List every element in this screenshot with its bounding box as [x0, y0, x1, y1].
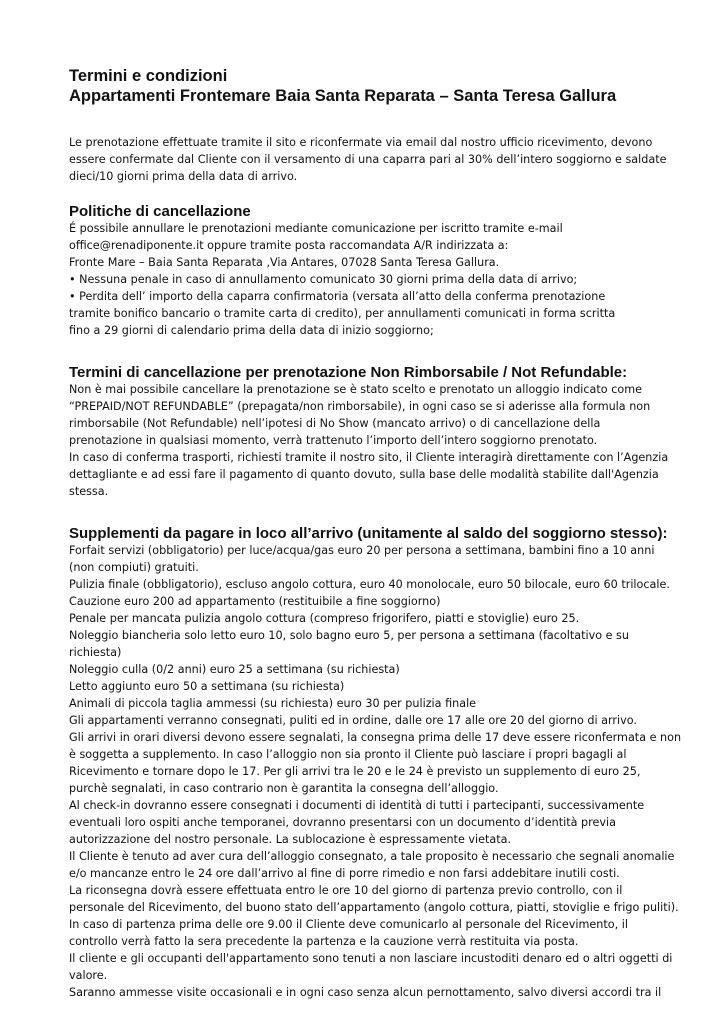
paragraph-line: Al check-in dovranno essere consegnati i documenti di identità di tutti i partecipanti, successivamente: [69, 799, 645, 812]
paragraph-line: É possibile annullare le prenotazioni mediante comunicazione per iscritto tramite e-mail: [69, 222, 563, 235]
paragraph-line: • Nessuna penale in caso di annullamento comunicato 30 giorni prima della data di arrivo;: [69, 273, 578, 286]
paragraph-line: controllo verrà fatto la sera precedente la partenza e la cauzione verrà restituita via posta.: [69, 935, 579, 948]
paragraph-line: “PREPAID/NOT REFUNDABLE” (prepagata/non rimborsabile), in ogni caso se si aderisse alla formula non: [69, 400, 651, 413]
paragraph-line: Animali di piccola taglia ammessi (su richiesta) euro 30 per pulizia finale: [69, 697, 477, 710]
paragraph-line: purchè segnalati, in caso contrario non è garantita la consegna dell’alloggio.: [69, 782, 499, 795]
paragraph-line: La riconsegna dovrà essere effettuata entro le ore 10 del giorno di partenza previo controllo, con il: [69, 884, 623, 897]
paragraph-line: Il Cliente è tenuto ad aver cura dell’alloggio consegnato, a tale proposito è necessario che segnali anomalie: [69, 850, 675, 863]
paragraph-line: tramite bonifico bancario o tramite carta di credito), per annullamenti comunicati in forma scritta: [69, 307, 616, 320]
paragraph-line: • Perdita dell’ importo della caparra confirmatoria (versata all’atto della conferma prenotazione: [69, 290, 606, 303]
section-heading: Termini di cancellazione per prenotazione Non Rimborsabile / Not Refundable:: [69, 364, 628, 381]
paragraph-line: è soggetta a supplemento. In caso l’alloggio non sia pronto il Cliente può lasciare i propri bagagli al: [69, 748, 627, 761]
paragraph-line: Non è mai possibile cancellare la prenotazione se è stato scelto e prenotato un alloggio indicato come: [69, 383, 642, 396]
paragraph-line: Noleggio culla (0/2 anni) euro 25 a settimana (su richiesta): [69, 663, 400, 676]
section-cancellation-policy: [69, 203, 669, 339]
paragraph-line: essere confermate dal Cliente con il versamento di una caparra pari al 30% dell’intero soggiorno e saldate: [69, 153, 667, 166]
paragraph-line: In caso di conferma trasporti, richiesti tramite il nostro sito, il Cliente interagirà direttamente con l’Agenzia: [69, 451, 669, 464]
section-non-refundable: [69, 364, 669, 500]
section-supplements: [69, 525, 682, 1001]
intro-paragraph: [69, 134, 669, 185]
document-subtitle: Appartamenti Frontemare Baia Santa Reparata – Santa Teresa Gallura: [69, 87, 617, 105]
paragraph-line: Cauzione euro 200 ad appartamento (restituibile a fine soggiorno): [69, 595, 441, 608]
paragraph-line: Il cliente e gli occupanti dell'appartamento sono tenuti a non lasciare incustoditi denaro ed o altri oggetti di: [69, 952, 673, 965]
paragraph-line: rimborsabile (Not Refundable) nell’ipotesi di No Show (mancato arrivo) o di cancellazione della: [69, 417, 601, 430]
paragraph-line: dieci/10 giorni prima della data di arrivo.: [69, 170, 298, 183]
paragraph-line: stessa.: [69, 485, 109, 498]
paragraph-line: Gli arrivi in orari diversi devono essere segnalati, la consegna prima delle 17 deve essere riconfermata e non: [69, 731, 682, 744]
paragraph-line: In caso di partenza prima delle ore 9.00 il Cliente deve comunicarlo al personale del Ricevimento, il: [69, 918, 628, 931]
paragraph-line: Ricevimento e tornare dopo le 17. Per gli arrivi tra le 20 e le 24 è previsto un supplemento di euro 25,: [69, 765, 641, 778]
paragraph-line: richiesta): [69, 646, 122, 659]
paragraph-line: Fronte Mare – Baia Santa Reparata ,Via Antares, 07028 Santa Teresa Gallura.: [69, 256, 500, 269]
section-heading: Supplementi da pagare in loco all’arrivo (unitamente al saldo del soggiorno stesso):: [69, 525, 668, 542]
paragraph-line: eventuali loro ospiti anche temporanei, dovranno presentarsi con un documento d’identità previa: [69, 816, 616, 829]
section-heading: Politiche di cancellazione: [69, 203, 251, 220]
paragraph-line: Forfait servizi (obbligatorio) per luce/acqua/gas euro 20 per persona a settimana, bambini fino a 10 anni: [69, 544, 655, 557]
paragraph-line: Letto aggiunto euro 50 a settimana (su richiesta): [69, 680, 345, 693]
paragraph-line: e/o mancanze entro le 24 ore dall’arrivo al fine di porre rimedio e non farsi addebitare inutili costi.: [69, 867, 620, 880]
paragraph-line: Pulizia finale (obbligatorio), escluso angolo cottura, euro 40 monolocale, euro 50 bilocale, euro 60 trilocale.: [69, 578, 670, 591]
paragraph-line: office@renadiponente.it oppure tramite posta raccomandata A/R indirizzata a:: [69, 239, 509, 252]
paragraph-line: personale del Ricevimento, del buono stato dell’appartamento (angolo cottura, piatti, stoviglie e frigo puliti).: [69, 901, 679, 914]
paragraph-line: Penale per mancata pulizia angolo cottura (compreso frigorifero, piatti e stoviglie) euro 25.: [69, 612, 580, 625]
paragraph-line: valore.: [69, 969, 108, 982]
paragraph-line: fino a 29 giorni di calendario prima della data di inizio soggiorno;: [69, 324, 434, 337]
paragraph-line: Gli appartamenti verranno consegnati, puliti ed in ordine, dalle ore 17 alle ore 20 del giorno di arrivo.: [69, 714, 637, 727]
paragraph-line: Saranno ammesse visite occasionali e in ogni caso senza alcun pernottamento, salvo diversi accordi tra il: [69, 986, 662, 999]
paragraph-line: Le prenotazione effettuate tramite il sito e riconfermate via email dal nostro ufficio ricevimento, devono: [69, 136, 653, 149]
paragraph-line: (non compiuti) gratuiti.: [69, 561, 199, 574]
paragraph-line: dettagliante e ad essi fare il pagamento di quanto dovuto, sulla base delle modalità stabilite dall'Agenzia: [69, 468, 659, 481]
paragraph-line: Noleggio biancheria solo letto euro 10, solo bagno euro 5, per persona a settimana (facoltativo e su: [69, 629, 629, 642]
document-page: [69, 66, 682, 1001]
paragraph-line: prenotazione in qualsiasi momento, verrà trattenuto l’importo dell’intero soggiorno prenotato.: [69, 434, 598, 447]
paragraph-line: autorizzazione del nostro personale. La sublocazione è espressamente vietata.: [69, 833, 512, 846]
document-title: Termini e condizioni: [69, 67, 228, 85]
